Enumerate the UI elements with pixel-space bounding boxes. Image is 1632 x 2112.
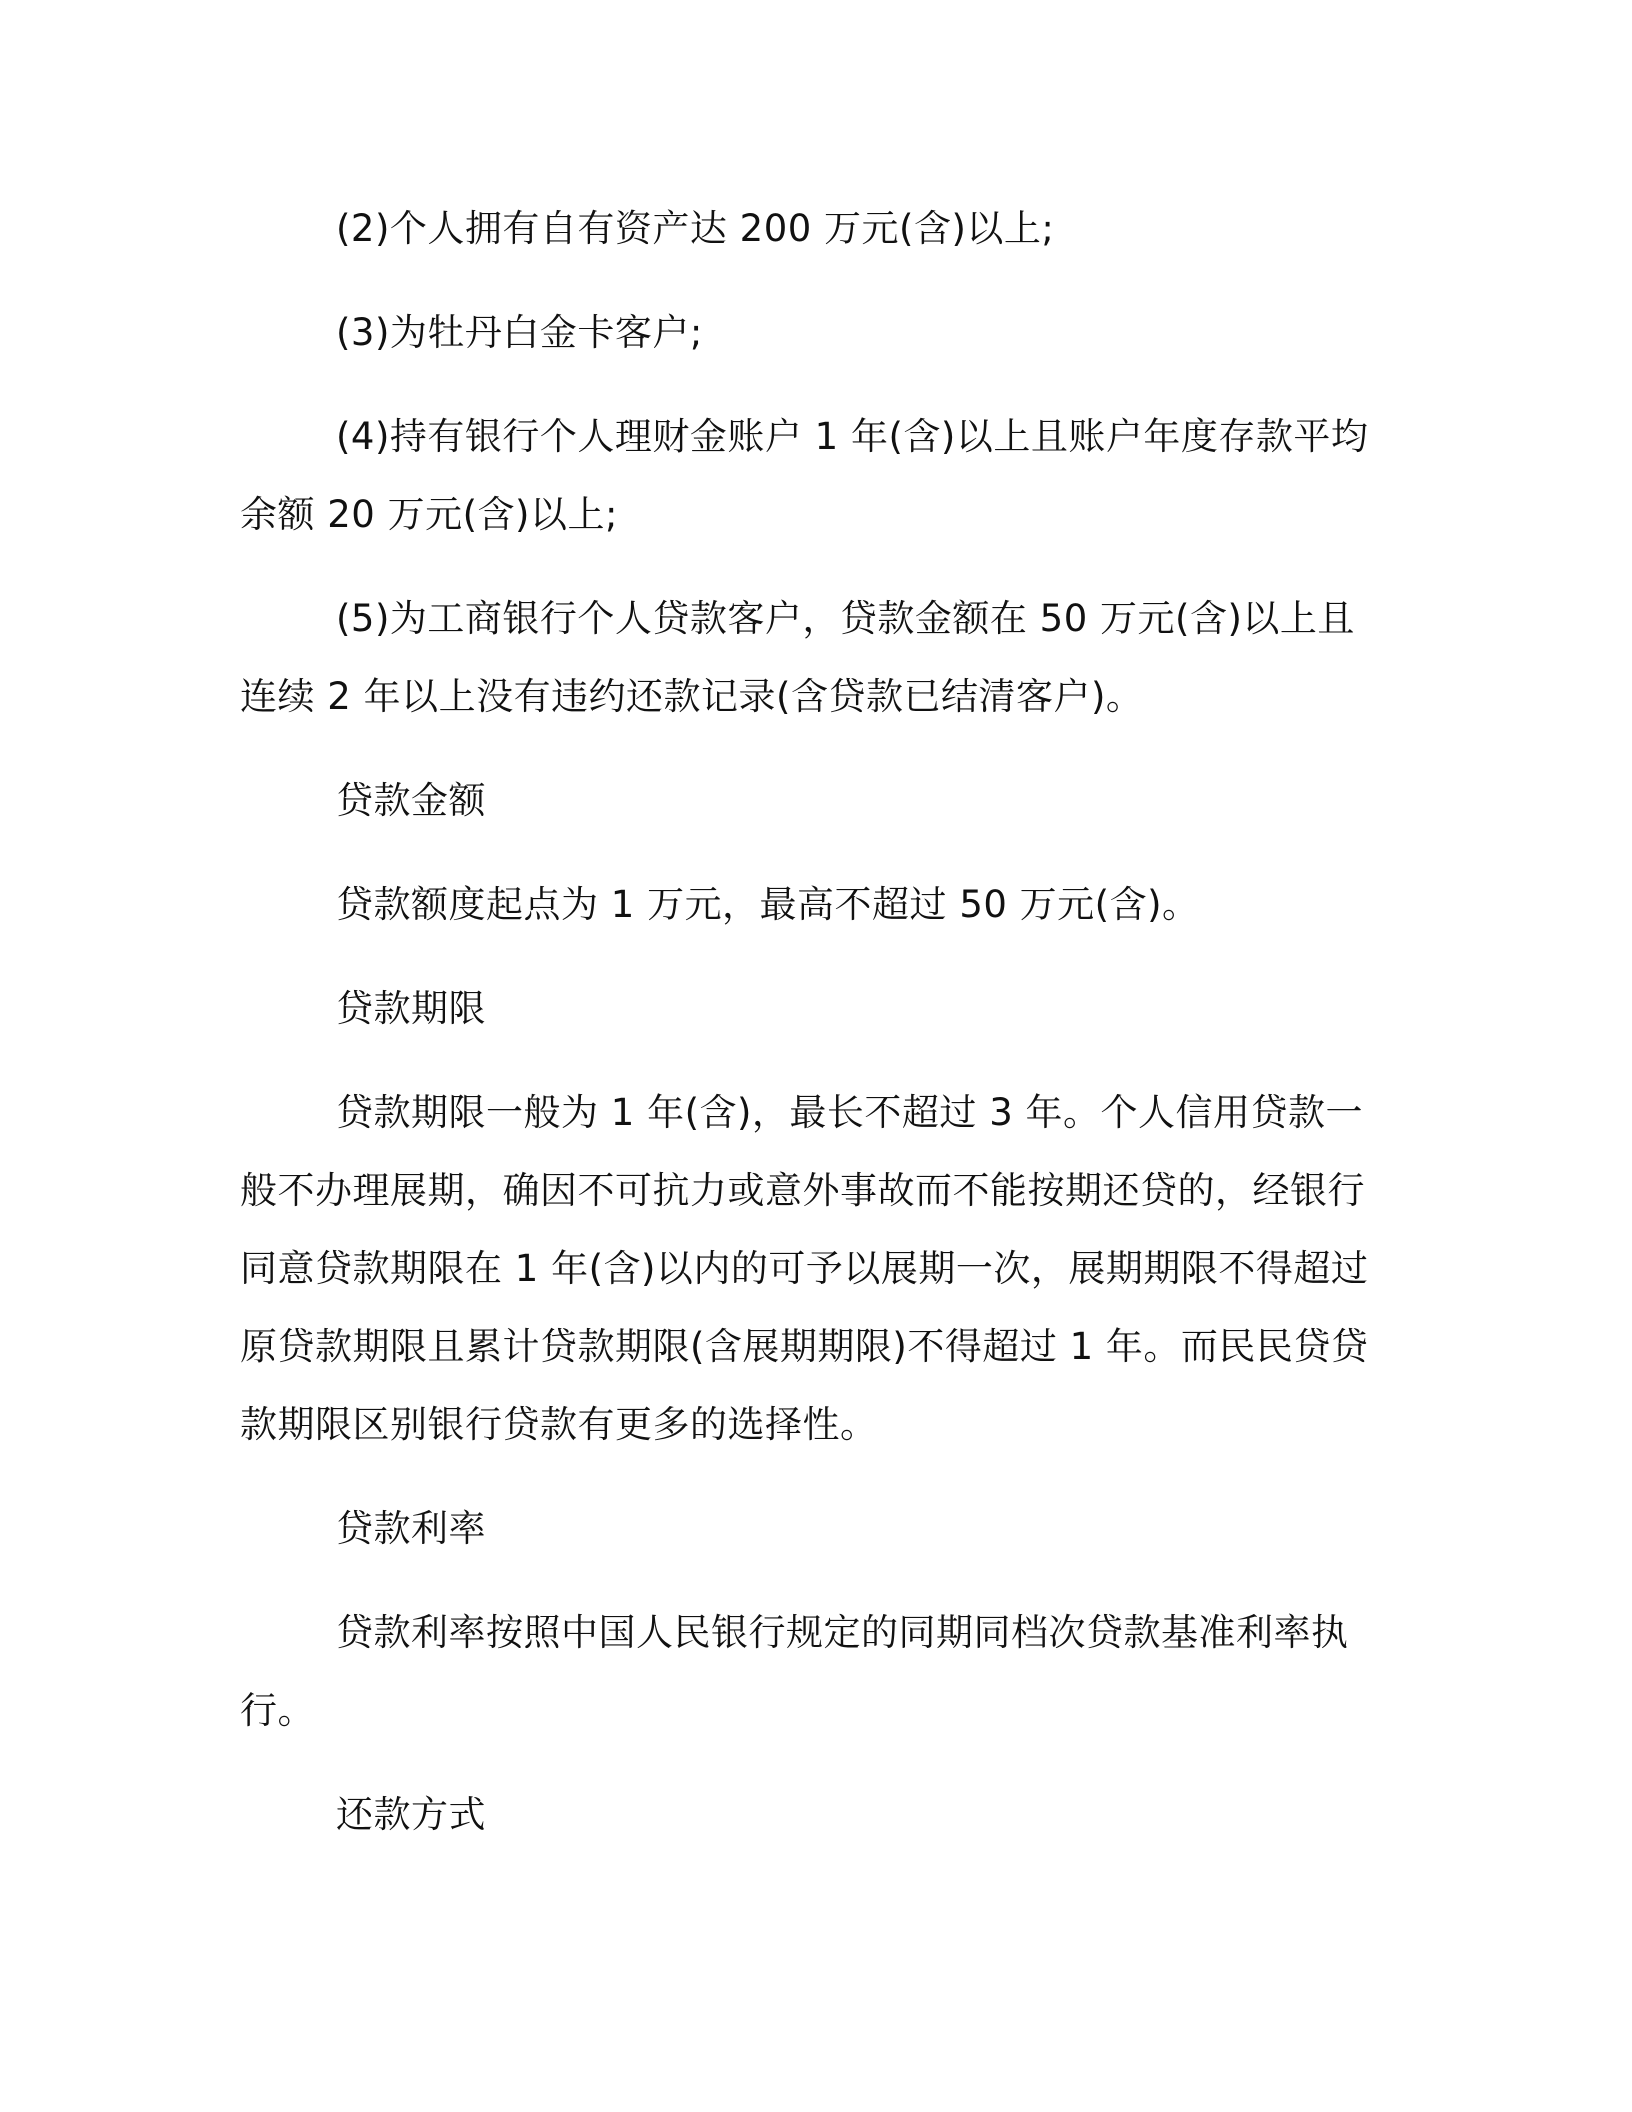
paragraph-condition-5: (5)为工商银行个人贷款客户，贷款金额在 50 万元(含)以上且连续 2 年以上没有违约还款记录(含贷款已结清客户)。 bbox=[240, 597, 1355, 718]
paragraph-condition-2: (2)个人拥有自有资产达 200 万元(含)以上; bbox=[336, 207, 1055, 250]
heading-loan-term: 贷款期限 bbox=[336, 987, 486, 1030]
heading-repayment-method: 还款方式 bbox=[336, 1793, 486, 1836]
heading-loan-amount: 贷款金额 bbox=[336, 779, 486, 822]
paragraph-condition-4: (4)持有银行个人理财金账户 1 年(含)以上且账户年度存款平均余额 20 万元(含)以上; bbox=[240, 415, 1369, 536]
paragraph-loan-rate: 贷款利率按照中国人民银行规定的同期同档次贷款基准利率执行。 bbox=[240, 1611, 1349, 1732]
heading-loan-rate: 贷款利率 bbox=[336, 1507, 486, 1550]
paragraph-loan-amount: 贷款额度起点为 1 万元，最高不超过 50 万元(含)。 bbox=[336, 883, 1200, 926]
document-body bbox=[240, 190, 1380, 1854]
paragraph-loan-term: 贷款期限一般为 1 年(含)，最长不超过 3 年。个人信用贷款一般不办理展期，确因不可抗力或意外事故而不能按期还贷的，经银行同意贷款期限在 1 年(含)以内的可予以展期一次，展期期限不得超过原贷款期限且累计贷款期限(含展期期限)不得超过 1 年。而民民贷贷款期限区别银行贷款有更多的选择性。 bbox=[240, 1091, 1369, 1446]
paragraph-condition-3: (3)为牡丹白金卡客户; bbox=[336, 311, 703, 354]
